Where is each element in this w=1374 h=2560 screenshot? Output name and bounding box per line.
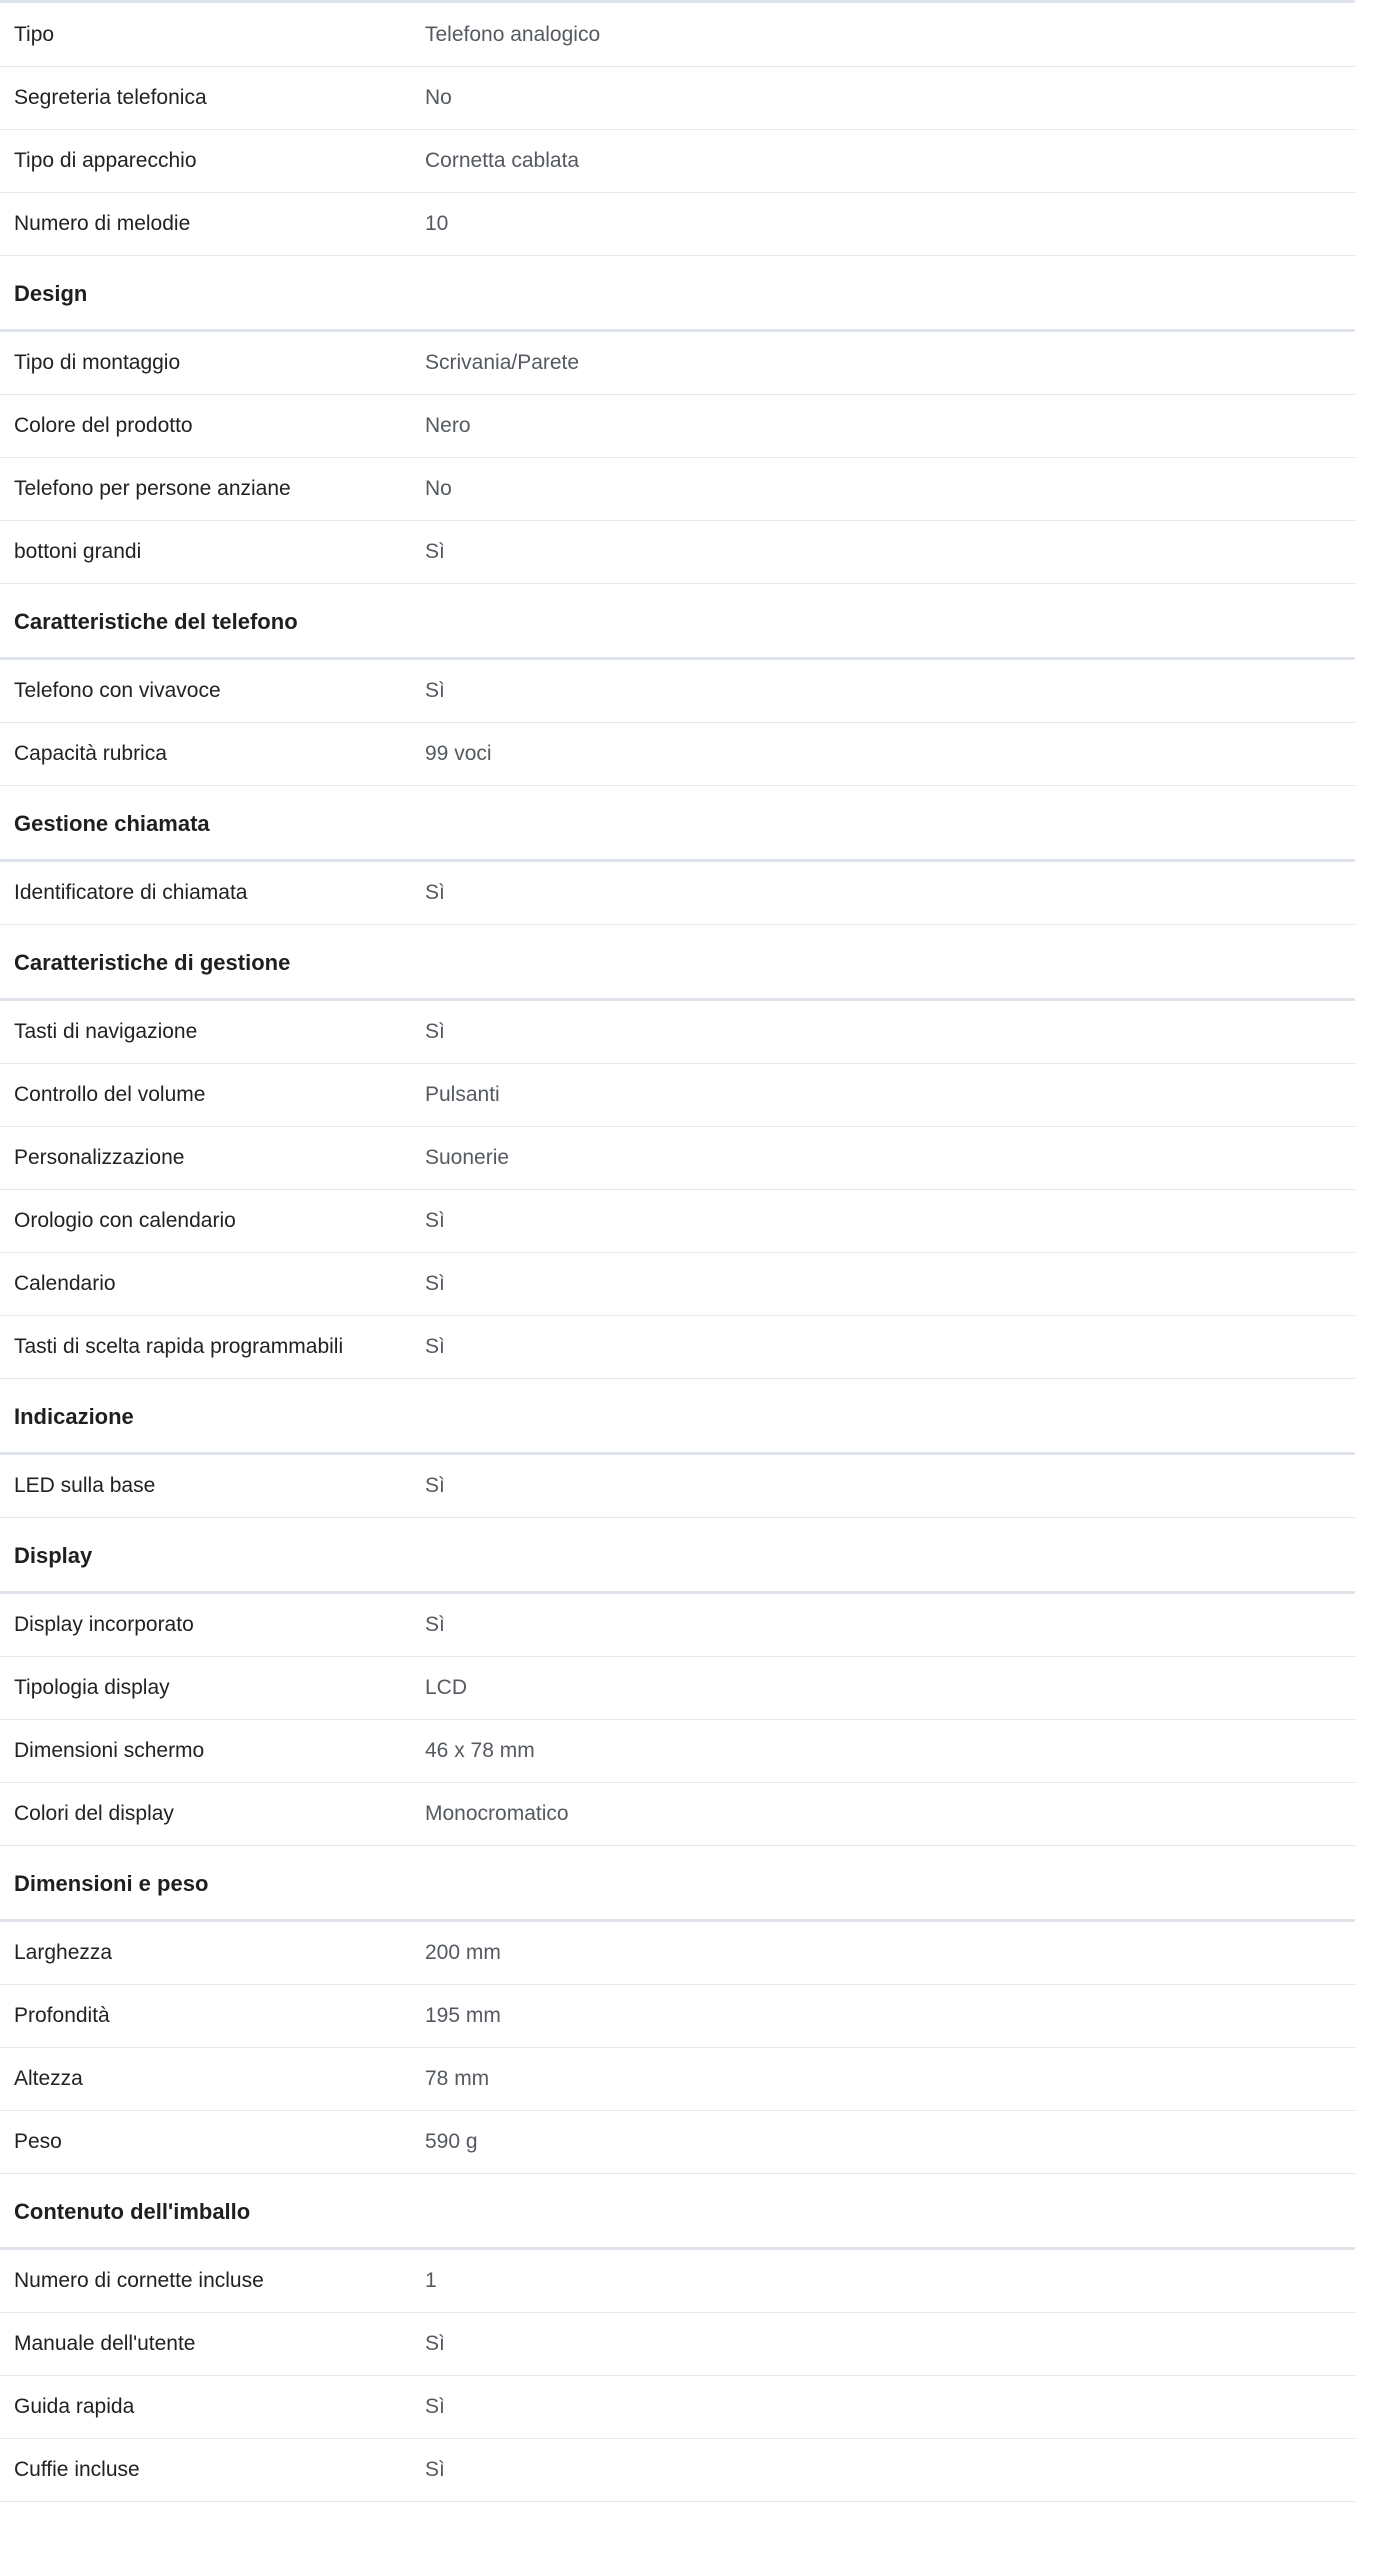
spec-value: LCD xyxy=(425,1676,468,1699)
spec-value: Sì xyxy=(425,679,445,702)
spec-value: No xyxy=(425,477,452,500)
spec-row xyxy=(0,1001,1355,1064)
spec-label: Orologio con calendario xyxy=(14,1209,236,1232)
spec-row xyxy=(0,1783,1355,1846)
spec-row xyxy=(0,2250,1355,2313)
section-title: Caratteristiche del telefono xyxy=(0,584,1355,660)
section-title: Dimensioni e peso xyxy=(0,1846,1355,1922)
spec-label: Larghezza xyxy=(14,1941,113,1964)
spec-section xyxy=(0,786,1355,925)
spec-label: Telefono con vivavoce xyxy=(14,679,221,702)
section-title: Contenuto dell'imballo xyxy=(0,2174,1355,2250)
spec-row xyxy=(0,332,1355,395)
spec-row xyxy=(0,723,1355,786)
spec-value: Sì xyxy=(425,2458,445,2481)
spec-row xyxy=(0,1455,1355,1518)
spec-label: Controllo del volume xyxy=(14,1083,206,1106)
spec-section xyxy=(0,1518,1355,1846)
spec-row xyxy=(0,395,1355,458)
spec-value: 590 g xyxy=(425,2130,478,2153)
spec-value: Sì xyxy=(425,1272,445,1295)
spec-label: Segreteria telefonica xyxy=(14,86,207,109)
spec-section xyxy=(0,1379,1355,1518)
spec-row xyxy=(0,2048,1355,2111)
spec-value: Monocromatico xyxy=(425,1802,569,1825)
spec-value: No xyxy=(425,86,452,109)
spec-label: Profondità xyxy=(14,2004,110,2027)
spec-label: Display incorporato xyxy=(14,1613,194,1636)
spec-label: Colori del display xyxy=(14,1802,174,1825)
spec-row xyxy=(0,1657,1355,1720)
spec-value: Sì xyxy=(425,2395,445,2418)
spec-row xyxy=(0,660,1355,723)
spec-label: LED sulla base xyxy=(14,1474,156,1497)
spec-value: 99 voci xyxy=(425,742,492,765)
spec-label: Guida rapida xyxy=(14,2395,135,2418)
spec-value: 1 xyxy=(425,2269,437,2292)
section-title: Design xyxy=(0,256,1355,332)
spec-row xyxy=(0,2111,1355,2174)
spec-label: Manuale dell'utente xyxy=(14,2332,196,2355)
spec-value: 78 mm xyxy=(425,2067,490,2090)
spec-row xyxy=(0,2439,1355,2502)
spec-row xyxy=(0,3,1355,67)
spec-section xyxy=(0,2174,1355,2502)
spec-value: 46 x 78 mm xyxy=(425,1739,535,1762)
section-title: Gestione chiamata xyxy=(0,786,1355,862)
spec-row xyxy=(0,1064,1355,1127)
spec-row xyxy=(0,862,1355,925)
spec-label: Numero di cornette incluse xyxy=(14,2269,264,2292)
spec-label: Identificatore di chiamata xyxy=(14,881,248,904)
spec-row xyxy=(0,1253,1355,1316)
section-title: Indicazione xyxy=(0,1379,1355,1455)
spec-label: Colore del prodotto xyxy=(14,414,193,437)
spec-label: Telefono per persone anziane xyxy=(14,477,291,500)
spec-value: Sì xyxy=(425,1335,445,1358)
spec-value: Sì xyxy=(425,1209,445,1232)
spec-row xyxy=(0,193,1355,256)
spec-section xyxy=(0,3,1355,256)
spec-value: Sì xyxy=(425,540,445,563)
spec-section xyxy=(0,925,1355,1379)
spec-label: Tipologia display xyxy=(14,1676,170,1699)
spec-label: Dimensioni schermo xyxy=(14,1739,205,1762)
spec-label: Altezza xyxy=(14,2067,83,2090)
spec-row xyxy=(0,1720,1355,1783)
spec-value: Pulsanti xyxy=(425,1083,500,1106)
spec-row xyxy=(0,1922,1355,1985)
spec-row xyxy=(0,2313,1355,2376)
spec-label: Tipo di montaggio xyxy=(14,351,181,374)
spec-label: Tasti di navigazione xyxy=(14,1020,198,1043)
spec-label: Tasti di scelta rapida programmabili xyxy=(14,1335,344,1358)
spec-row xyxy=(0,67,1355,130)
spec-section xyxy=(0,1846,1355,2174)
spec-value: Sì xyxy=(425,1613,445,1636)
spec-label: Tipo di apparecchio xyxy=(14,149,197,172)
spec-label: Capacità rubrica xyxy=(14,742,167,765)
spec-row xyxy=(0,1985,1355,2048)
section-title: Display xyxy=(0,1518,1355,1594)
spec-value: 200 mm xyxy=(425,1941,501,1964)
spec-value: Sì xyxy=(425,2332,445,2355)
spec-label: Tipo xyxy=(14,22,55,46)
spec-value: Sì xyxy=(425,1020,445,1043)
spec-label: Numero di melodie xyxy=(14,212,191,235)
spec-value: Cornetta cablata xyxy=(425,149,580,172)
spec-value: Sì xyxy=(425,881,445,904)
spec-section xyxy=(0,584,1355,786)
spec-row xyxy=(0,1594,1355,1657)
section-title: Caratteristiche di gestione xyxy=(0,925,1355,1001)
spec-row xyxy=(0,521,1355,584)
spec-row xyxy=(0,1316,1355,1379)
spec-value: Sì xyxy=(425,1474,445,1497)
spec-value: 195 mm xyxy=(425,2004,501,2027)
spec-label: Cuffie incluse xyxy=(14,2458,140,2481)
spec-value: Telefono analogico xyxy=(425,22,601,46)
spec-value: Suonerie xyxy=(425,1146,510,1169)
spec-label: Calendario xyxy=(14,1272,116,1295)
spec-label: Personalizzazione xyxy=(14,1146,185,1169)
spec-row xyxy=(0,130,1355,193)
spec-label: Peso xyxy=(14,2130,62,2153)
spec-label: bottoni grandi xyxy=(14,540,142,563)
spec-value: Nero xyxy=(425,414,471,437)
spec-section xyxy=(0,256,1355,584)
spec-value: Scrivania/Parete xyxy=(425,351,580,374)
spec-row xyxy=(0,1190,1355,1253)
spec-value: 10 xyxy=(425,212,449,235)
spec-row xyxy=(0,1127,1355,1190)
spec-row xyxy=(0,458,1355,521)
spec-row xyxy=(0,2376,1355,2439)
